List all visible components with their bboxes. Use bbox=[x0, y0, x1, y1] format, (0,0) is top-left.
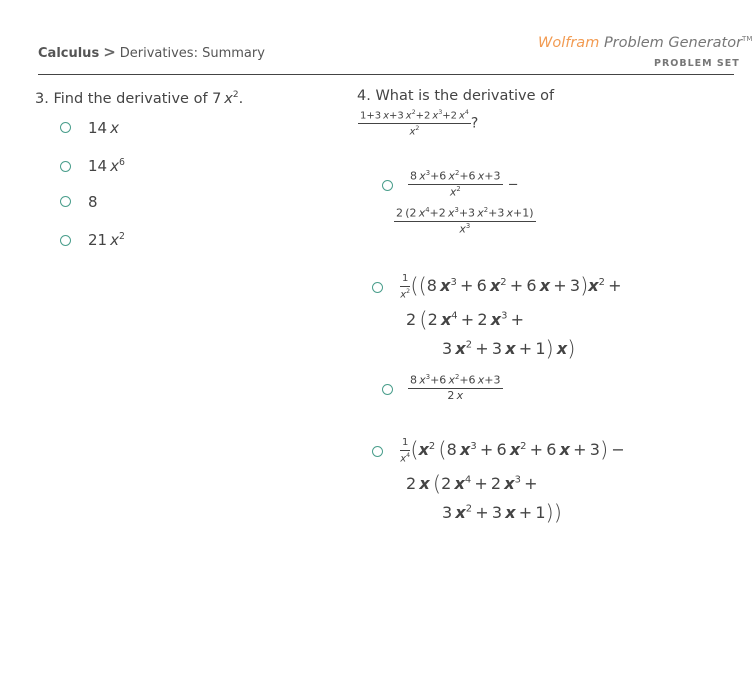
breadcrumb bbox=[38, 43, 265, 61]
q3-choice-2[interactable]: 14 $x^6$ bbox=[88, 157, 125, 175]
brand-product: Problem Generator bbox=[603, 35, 743, 51]
q4-choice-1-radio[interactable] bbox=[382, 180, 393, 191]
q4-prompt: 4. What is the derivative of bbox=[357, 88, 555, 104]
breadcrumb-separator: > bbox=[103, 43, 116, 61]
q4-choice-4-line-2[interactable]: 2 x (2 $x^4 + 2$ $x^3$ + bbox=[406, 472, 538, 496]
q3-choice-4[interactable]: 21 $x^2$ bbox=[88, 231, 125, 249]
q4-choice-1-part-2[interactable]: $\frac{2 (2 x^4+2 x^3+3 x^2+3 x+1)}{x^3}$ bbox=[396, 206, 534, 236]
brand-wolfram: Wolfram bbox=[538, 35, 600, 51]
q4-choice-4-radio[interactable] bbox=[372, 446, 383, 457]
q4-choice-1-part-1[interactable]: $\frac{8 x^3+6 x^2+6 x+3}{x^2}$ − bbox=[410, 169, 519, 199]
q4-question-expression: $\frac{1+3 x+3 x^2+2 x^3+2 x^4}{x^2}$ ? bbox=[360, 109, 479, 138]
breadcrumb-page: Derivatives: Summary bbox=[119, 46, 265, 61]
q3-choice-4-radio[interactable] bbox=[60, 235, 71, 246]
q3-choice-3[interactable]: 8 bbox=[88, 193, 98, 211]
q4-choice-2-line-2[interactable]: 2 (2 $x^4 + 2$ $x^3$ + bbox=[406, 308, 525, 332]
brand-tm: TM bbox=[742, 35, 753, 44]
q4-choice-2-line-3[interactable]: 3 $x^2 + 3$ x + 1) x) bbox=[442, 337, 576, 361]
q4-choice-3[interactable]: $\frac{8 x^3+6 x^2+6 x+3}{2 x}$ bbox=[410, 373, 501, 403]
q3-choice-1-radio[interactable] bbox=[60, 122, 71, 133]
problem-set-label: PROBLEM SET bbox=[654, 58, 740, 69]
q4-choice-3-radio[interactable] bbox=[382, 384, 393, 395]
q3-choice-3-radio[interactable] bbox=[60, 196, 71, 207]
q4-choice-2-radio[interactable] bbox=[372, 282, 383, 293]
header-divider bbox=[38, 74, 734, 75]
q3-prompt: 3. Find the derivative of 7 $x^2$. bbox=[35, 90, 244, 107]
q3-choice-1[interactable]: 14 x bbox=[88, 119, 119, 137]
q4-choice-2-line-1[interactable]: $\frac{1}{x^2}$ ((8 $x^3 + 6$ $x^2 + 6$ $x + 3)x^2$ + bbox=[400, 273, 622, 300]
q4-choice-4-line-1[interactable]: $\frac{1}{x^4}$ ($x^2$ (8 $x^3 + 6$ $x^2 + 6$ x + 3) − bbox=[400, 437, 625, 464]
q3-choice-2-radio[interactable] bbox=[60, 161, 71, 172]
breadcrumb-section[interactable]: Calculus bbox=[38, 46, 100, 61]
q4-choice-4-line-3[interactable]: 3 $x^2 + 3$ x + 1)) bbox=[442, 501, 562, 525]
wolfram-logo bbox=[538, 35, 752, 51]
